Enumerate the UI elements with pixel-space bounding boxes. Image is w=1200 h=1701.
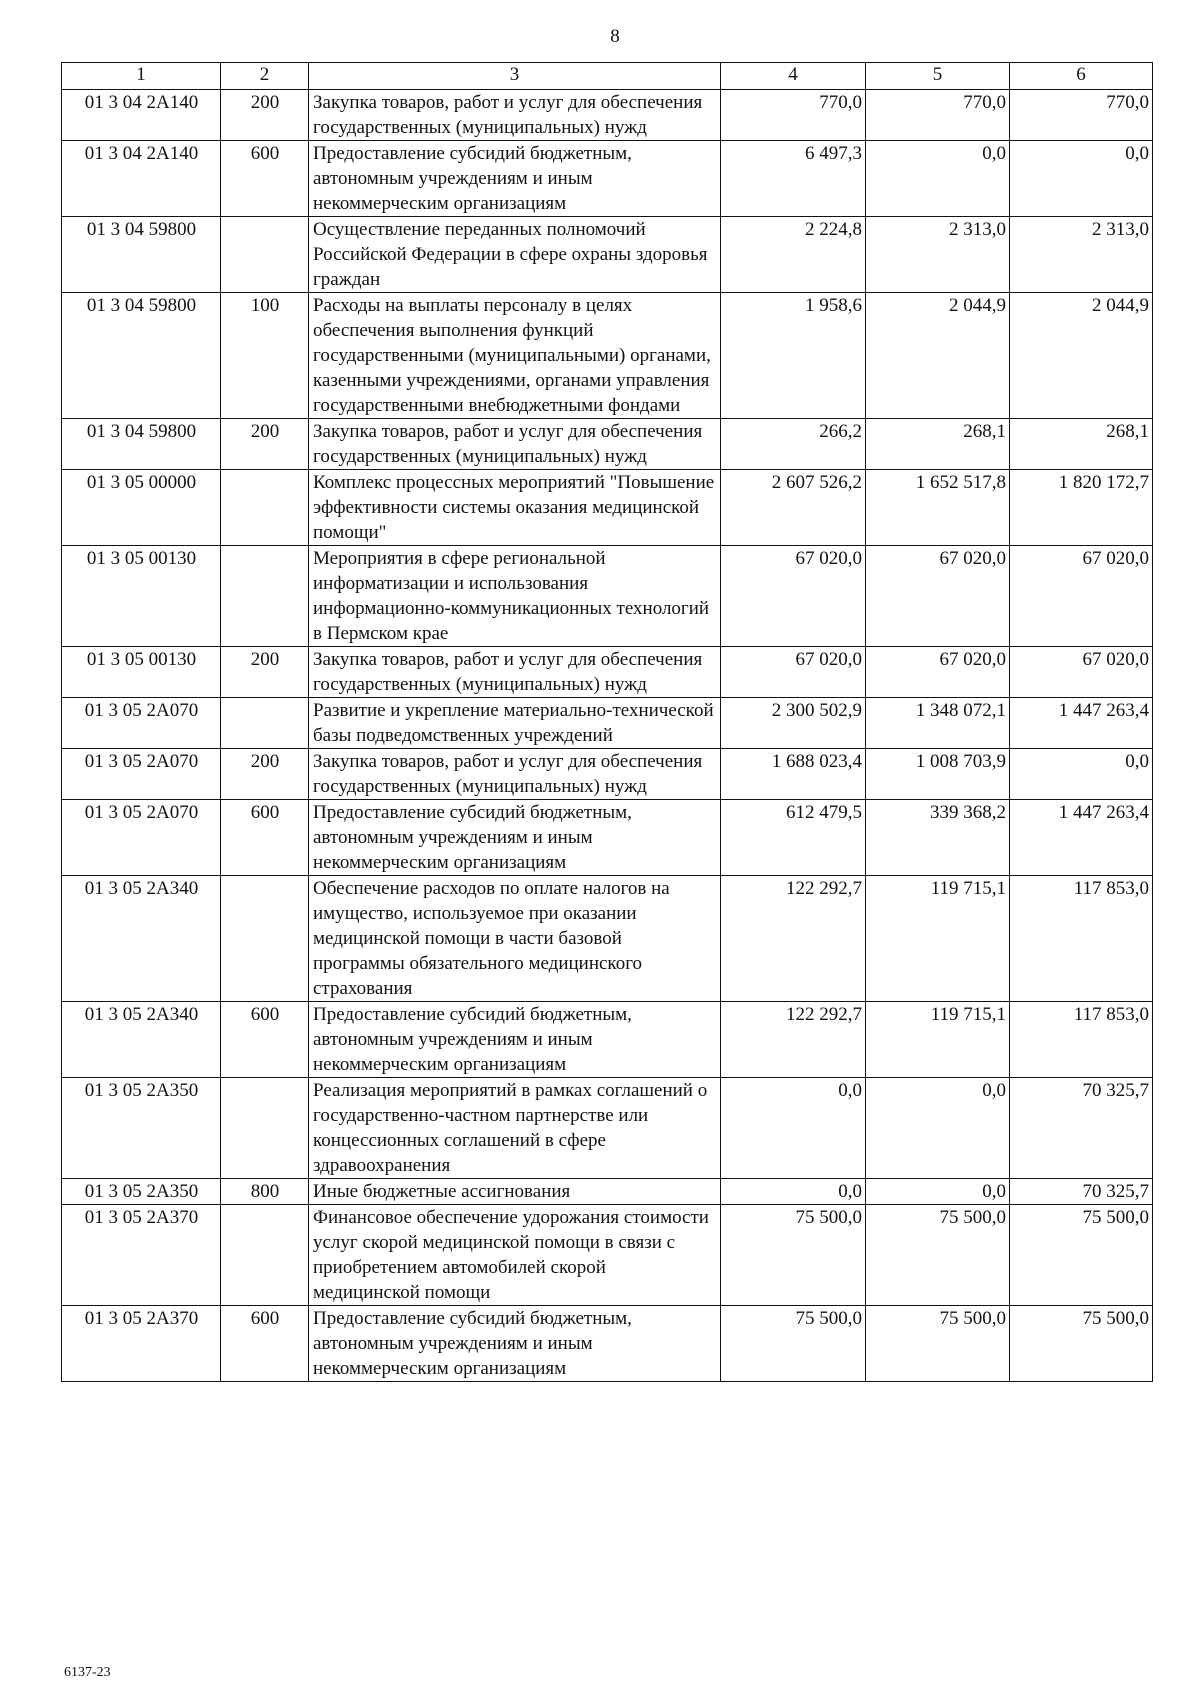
- item-name-cell: Закупка товаров, работ и услуг для обеспечения государственных (муниципальных) нужд: [309, 90, 721, 141]
- amount-year2-cell: 119 715,1: [866, 1002, 1010, 1078]
- table-row: [62, 546, 1153, 647]
- amount-year3-cell: 2 044,9: [1010, 293, 1153, 419]
- table-row: [62, 876, 1153, 1002]
- target-code-cell: 01 3 04 2А140: [62, 141, 221, 217]
- amount-year2-cell: 119 715,1: [866, 876, 1010, 1002]
- amount-year1-cell: 122 292,7: [721, 1002, 866, 1078]
- item-name-cell: Предоставление субсидий бюджетным, автономным учреждениям и иным некоммерческим организациям: [309, 1002, 721, 1078]
- expense-type-cell: 800: [221, 1179, 309, 1205]
- table-row: [62, 141, 1153, 217]
- amount-year3-cell: 67 020,0: [1010, 647, 1153, 698]
- expense-type-cell: 600: [221, 141, 309, 217]
- expense-type-cell: 600: [221, 800, 309, 876]
- amount-year2-cell: 0,0: [866, 1078, 1010, 1179]
- table-row: [62, 647, 1153, 698]
- target-code-cell: 01 3 04 59800: [62, 419, 221, 470]
- target-code-cell: 01 3 05 2А370: [62, 1306, 221, 1382]
- amount-year3-cell: 1 447 263,4: [1010, 800, 1153, 876]
- target-code-cell: 01 3 04 2А140: [62, 90, 221, 141]
- amount-year3-cell: 0,0: [1010, 749, 1153, 800]
- item-name-cell: Предоставление субсидий бюджетным, автономным учреждениям и иным некоммерческим организациям: [309, 141, 721, 217]
- document-code: 6137-23: [64, 1665, 111, 1680]
- table-row: [62, 749, 1153, 800]
- target-code-cell: 01 3 05 2А350: [62, 1179, 221, 1205]
- table-body: [62, 90, 1153, 1382]
- amount-year3-cell: 75 500,0: [1010, 1306, 1153, 1382]
- table-row: [62, 1179, 1153, 1205]
- table-row: [62, 470, 1153, 546]
- item-name-cell: Иные бюджетные ассигнования: [309, 1179, 721, 1205]
- table-row: [62, 90, 1153, 141]
- item-name-cell: Закупка товаров, работ и услуг для обеспечения государственных (муниципальных) нужд: [309, 419, 721, 470]
- amount-year1-cell: 75 500,0: [721, 1306, 866, 1382]
- amount-year2-cell: 67 020,0: [866, 546, 1010, 647]
- amount-year2-cell: 1 652 517,8: [866, 470, 1010, 546]
- item-name-cell: Предоставление субсидий бюджетным, автономным учреждениям и иным некоммерческим организациям: [309, 800, 721, 876]
- header-row: [62, 63, 1153, 90]
- target-code-cell: 01 3 05 2А070: [62, 800, 221, 876]
- amount-year1-cell: 67 020,0: [721, 647, 866, 698]
- expense-type-cell: 200: [221, 749, 309, 800]
- amount-year3-cell: 70 325,7: [1010, 1179, 1153, 1205]
- column-header-6: 6: [1010, 63, 1153, 90]
- target-code-cell: 01 3 05 00130: [62, 647, 221, 698]
- amount-year2-cell: 268,1: [866, 419, 1010, 470]
- item-name-cell: Закупка товаров, работ и услуг для обеспечения государственных (муниципальных) нужд: [309, 749, 721, 800]
- expense-type-cell: [221, 1205, 309, 1306]
- amount-year1-cell: 2 224,8: [721, 217, 866, 293]
- expense-type-cell: [221, 698, 309, 749]
- target-code-cell: 01 3 05 00130: [62, 546, 221, 647]
- target-code-cell: 01 3 05 2А070: [62, 749, 221, 800]
- amount-year2-cell: 339 368,2: [866, 800, 1010, 876]
- amount-year3-cell: 67 020,0: [1010, 546, 1153, 647]
- column-header-3: 3: [309, 63, 721, 90]
- amount-year3-cell: 117 853,0: [1010, 876, 1153, 1002]
- target-code-cell: 01 3 04 59800: [62, 217, 221, 293]
- amount-year3-cell: 770,0: [1010, 90, 1153, 141]
- amount-year1-cell: 0,0: [721, 1179, 866, 1205]
- amount-year2-cell: 1 008 703,9: [866, 749, 1010, 800]
- table-row: [62, 1205, 1153, 1306]
- amount-year2-cell: 75 500,0: [866, 1306, 1010, 1382]
- expense-type-cell: 100: [221, 293, 309, 419]
- amount-year1-cell: 1 958,6: [721, 293, 866, 419]
- table-row: [62, 1306, 1153, 1382]
- expense-type-cell: [221, 470, 309, 546]
- amount-year3-cell: 75 500,0: [1010, 1205, 1153, 1306]
- expense-type-cell: 200: [221, 90, 309, 141]
- item-name-cell: Комплекс процессных мероприятий "Повышение эффективности системы оказания медицинской помощи": [309, 470, 721, 546]
- column-header-4: 4: [721, 63, 866, 90]
- amount-year3-cell: 1 447 263,4: [1010, 698, 1153, 749]
- page-number: 8: [610, 26, 620, 47]
- expense-type-cell: [221, 1078, 309, 1179]
- amount-year3-cell: 1 820 172,7: [1010, 470, 1153, 546]
- table-row: [62, 1078, 1153, 1179]
- amount-year3-cell: 70 325,7: [1010, 1078, 1153, 1179]
- expense-type-cell: 600: [221, 1306, 309, 1382]
- item-name-cell: Расходы на выплаты персоналу в целях обеспечения выполнения функций государственными (муниципальными) органами, казенными учреждениями, органами управления государственными внебюджетными фондами: [309, 293, 721, 419]
- item-name-cell: Мероприятия в сфере региональной информатизации и использования информационно-коммуникационных технологий в Пермском крае: [309, 546, 721, 647]
- column-header-1: 1: [62, 63, 221, 90]
- amount-year3-cell: 0,0: [1010, 141, 1153, 217]
- amount-year1-cell: 0,0: [721, 1078, 866, 1179]
- target-code-cell: 01 3 05 2А340: [62, 1002, 221, 1078]
- amount-year2-cell: 0,0: [866, 1179, 1010, 1205]
- budget-table: [61, 62, 1153, 1382]
- amount-year3-cell: 2 313,0: [1010, 217, 1153, 293]
- target-code-cell: 01 3 05 2А070: [62, 698, 221, 749]
- item-name-cell: Развитие и укрепление материально-технической базы подведомственных учреждений: [309, 698, 721, 749]
- amount-year2-cell: 2 044,9: [866, 293, 1010, 419]
- amount-year2-cell: 1 348 072,1: [866, 698, 1010, 749]
- item-name-cell: Предоставление субсидий бюджетным, автономным учреждениям и иным некоммерческим организациям: [309, 1306, 721, 1382]
- amount-year2-cell: 75 500,0: [866, 1205, 1010, 1306]
- table-row: [62, 800, 1153, 876]
- expense-type-cell: 200: [221, 419, 309, 470]
- table-row: [62, 1002, 1153, 1078]
- table-row: [62, 698, 1153, 749]
- target-code-cell: 01 3 04 59800: [62, 293, 221, 419]
- amount-year1-cell: 612 479,5: [721, 800, 866, 876]
- amount-year3-cell: 117 853,0: [1010, 1002, 1153, 1078]
- amount-year1-cell: 2 607 526,2: [721, 470, 866, 546]
- amount-year2-cell: 770,0: [866, 90, 1010, 141]
- amount-year1-cell: 2 300 502,9: [721, 698, 866, 749]
- target-code-cell: 01 3 05 00000: [62, 470, 221, 546]
- amount-year1-cell: 266,2: [721, 419, 866, 470]
- amount-year1-cell: 1 688 023,4: [721, 749, 866, 800]
- table-row: [62, 217, 1153, 293]
- expense-type-cell: [221, 876, 309, 1002]
- expense-type-cell: 200: [221, 647, 309, 698]
- table-row: [62, 293, 1153, 419]
- target-code-cell: 01 3 05 2А370: [62, 1205, 221, 1306]
- item-name-cell: Обеспечение расходов по оплате налогов на имущество, используемое при оказании медицинской помощи в части базовой программы обязательного медицинского страхования: [309, 876, 721, 1002]
- amount-year3-cell: 268,1: [1010, 419, 1153, 470]
- amount-year2-cell: 67 020,0: [866, 647, 1010, 698]
- amount-year1-cell: 770,0: [721, 90, 866, 141]
- column-header-2: 2: [221, 63, 309, 90]
- item-name-cell: Реализация мероприятий в рамках соглашений о государственно-частном партнерстве или концессионных соглашений в сфере здравоохранения: [309, 1078, 721, 1179]
- amount-year1-cell: 75 500,0: [721, 1205, 866, 1306]
- target-code-cell: 01 3 05 2А350: [62, 1078, 221, 1179]
- item-name-cell: Осуществление переданных полномочий Российской Федерации в сфере охраны здоровья граждан: [309, 217, 721, 293]
- amount-year1-cell: 122 292,7: [721, 876, 866, 1002]
- expense-type-cell: 600: [221, 1002, 309, 1078]
- target-code-cell: 01 3 05 2А340: [62, 876, 221, 1002]
- amount-year1-cell: 67 020,0: [721, 546, 866, 647]
- amount-year2-cell: 2 313,0: [866, 217, 1010, 293]
- table-row: [62, 419, 1153, 470]
- amount-year1-cell: 6 497,3: [721, 141, 866, 217]
- item-name-cell: Финансовое обеспечение удорожания стоимости услуг скорой медицинской помощи в связи с приобретением автомобилей скорой медицинской помощи: [309, 1205, 721, 1306]
- expense-type-cell: [221, 217, 309, 293]
- amount-year2-cell: 0,0: [866, 141, 1010, 217]
- expense-type-cell: [221, 546, 309, 647]
- column-header-5: 5: [866, 63, 1010, 90]
- item-name-cell: Закупка товаров, работ и услуг для обеспечения государственных (муниципальных) нужд: [309, 647, 721, 698]
